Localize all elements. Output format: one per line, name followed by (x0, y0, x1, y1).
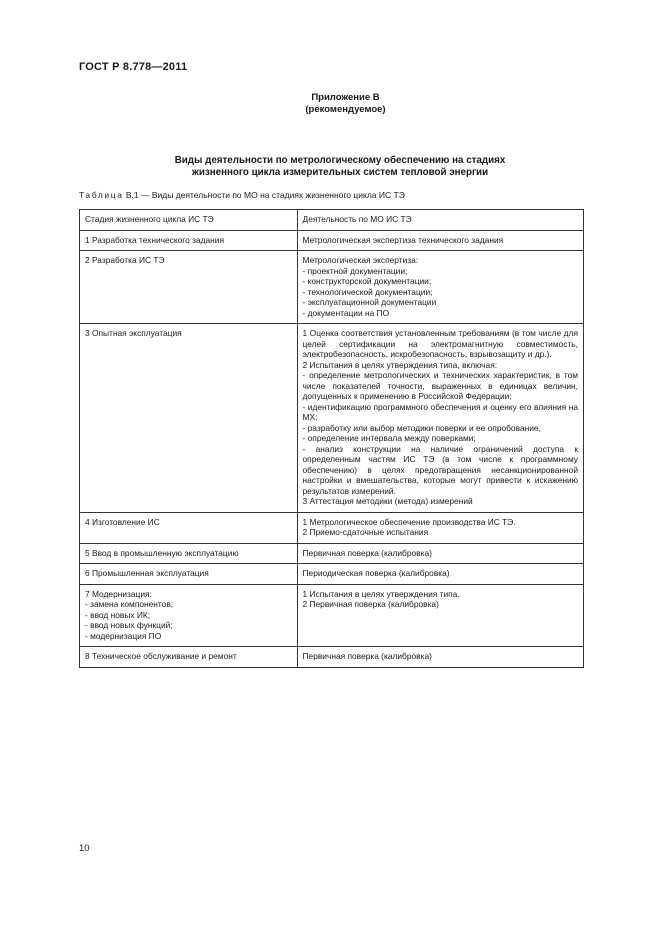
activity-line: Метрологическая экспертиза технического задания (302, 234, 504, 245)
header-cell-activity: Деятельность по МО ИС ТЭ (297, 210, 583, 231)
activity-line: - определение интервала между поверками; (302, 433, 476, 443)
table-row (80, 512, 584, 543)
activity-line: 2 Приемо-сдаточные испытания (302, 527, 429, 537)
stage-cell (80, 251, 298, 324)
stage-cell (80, 512, 298, 543)
appendix-label: Приложение В (311, 92, 380, 103)
activity-line: - документации на ПО (302, 307, 390, 318)
header-cell-stage: Стадия жизненного цикла ИС ТЭ (80, 210, 298, 231)
stage-line: 3 Опытная эксплуатация (85, 328, 182, 338)
table-caption-prefix: Таблица (79, 190, 124, 200)
activity-line: Первичная поверка (калибровка) (302, 547, 432, 558)
activity-line: 1 Метрологическое обеспечение производства ИС ТЭ. (302, 516, 516, 527)
stage-line: 1 Разработка технического задания (85, 234, 225, 245)
activity-line: - проектной документации; (302, 265, 408, 276)
activity-cell (297, 251, 583, 324)
stage-cell (80, 584, 298, 647)
activity-cell (297, 584, 583, 647)
activity-cell (297, 564, 583, 585)
activity-cell (297, 324, 583, 513)
section-title-line-2: жизненного цикла измерительных систем тепловой энергии (191, 167, 489, 178)
activity-line: - анализ конструкции на наличие ограничений доступа к определенным частям ИС ТЭ (в том числе к программному обеспечению) в целях предотвращения несанкционированной настройки и вмешательства, которые могут привести к искажению результатов измерений. (302, 443, 578, 496)
stage-line: 2 Разработка ИС ТЭ (85, 255, 165, 265)
activities-table (79, 209, 584, 668)
table-caption-text: В.1 — Виды деятельности по МО на стадиях жизненного цикла ИС ТЭ (123, 190, 405, 200)
stage-line: - ввод новых ИК; (85, 609, 151, 620)
activity-line: 2 Первичная поверка (калибровка) (302, 599, 439, 609)
table-row (80, 564, 584, 585)
table-row (80, 543, 584, 564)
stage-line: 4 Изготовление ИС (85, 516, 160, 527)
activity-line: 1 Оценка соответствия установленным требованиям (в том числе для целей сертификации на электромагнитную совместимость, электробезопасность, искробезопасность, взрывозащиту и др.). (302, 328, 578, 359)
stage-line: - ввод новых функций; (85, 620, 173, 630)
table-row (80, 584, 584, 647)
activity-line: Метрологическая экспертиза: (302, 255, 419, 265)
activity-line: 1 Испытания в целях утверждения типа. (302, 588, 460, 599)
stage-line: 7 Модернизация: (85, 588, 152, 599)
table-row (80, 251, 584, 324)
appendix-kind: (рекомендуемое) (305, 104, 386, 115)
standard-id: ГОСТ Р 8.778—2011 (79, 61, 188, 73)
activity-line: - конструкторской документации; (302, 276, 432, 286)
stage-cell (80, 543, 298, 564)
stage-line: - замена компонентов; (85, 599, 174, 609)
stage-cell (80, 564, 298, 585)
activity-cell (297, 512, 583, 543)
stage-cell (80, 230, 298, 251)
stage-line: 6 Промышленная эксплуатация (85, 568, 209, 578)
activity-cell (297, 230, 583, 251)
stage-cell (80, 324, 298, 513)
activity-line: - эксплуатационной документации (302, 297, 437, 307)
table-caption (79, 190, 405, 200)
activity-line: 2 Испытания в целях утверждения типа, включая: (302, 359, 498, 370)
activity-cell (297, 647, 583, 668)
appendix-heading (0, 92, 661, 116)
stage-cell (80, 647, 298, 668)
table-header-row (80, 210, 584, 231)
section-title-line-1: Виды деятельности по метрологическому обеспечению на стадиях (174, 155, 506, 166)
activity-line: - технологической документации; (302, 286, 433, 297)
stage-line: 8 Техническое обслуживание и ремонт (85, 651, 237, 661)
stage-line: - модернизация ПО (85, 630, 162, 641)
table-row (80, 647, 584, 668)
activity-line: 3 Аттестация методики (метода) измерений (302, 496, 473, 506)
activity-line: - разработку или выбор методики поверки и ее опробование; (302, 422, 541, 433)
table-row (80, 324, 584, 513)
activity-line: - определение метрологических и технических характеристик, в том числе показателей точности, выраженных в единицах величин, допущенных к применению в Российской Федерации; (302, 370, 578, 401)
page-number: 10 (79, 843, 90, 854)
stage-line: 5 Ввод в промышленную эксплуатацию (85, 547, 239, 558)
table-row (80, 230, 584, 251)
activity-line: - идентификацию программного обеспечения и оценку его влияния на МХ; (302, 401, 578, 422)
section-title (130, 155, 550, 179)
activity-cell (297, 543, 583, 564)
activity-line: Первичная поверка (калибровка) (302, 651, 432, 661)
activity-line: Периодическая поверка (калибровка) (302, 568, 450, 578)
